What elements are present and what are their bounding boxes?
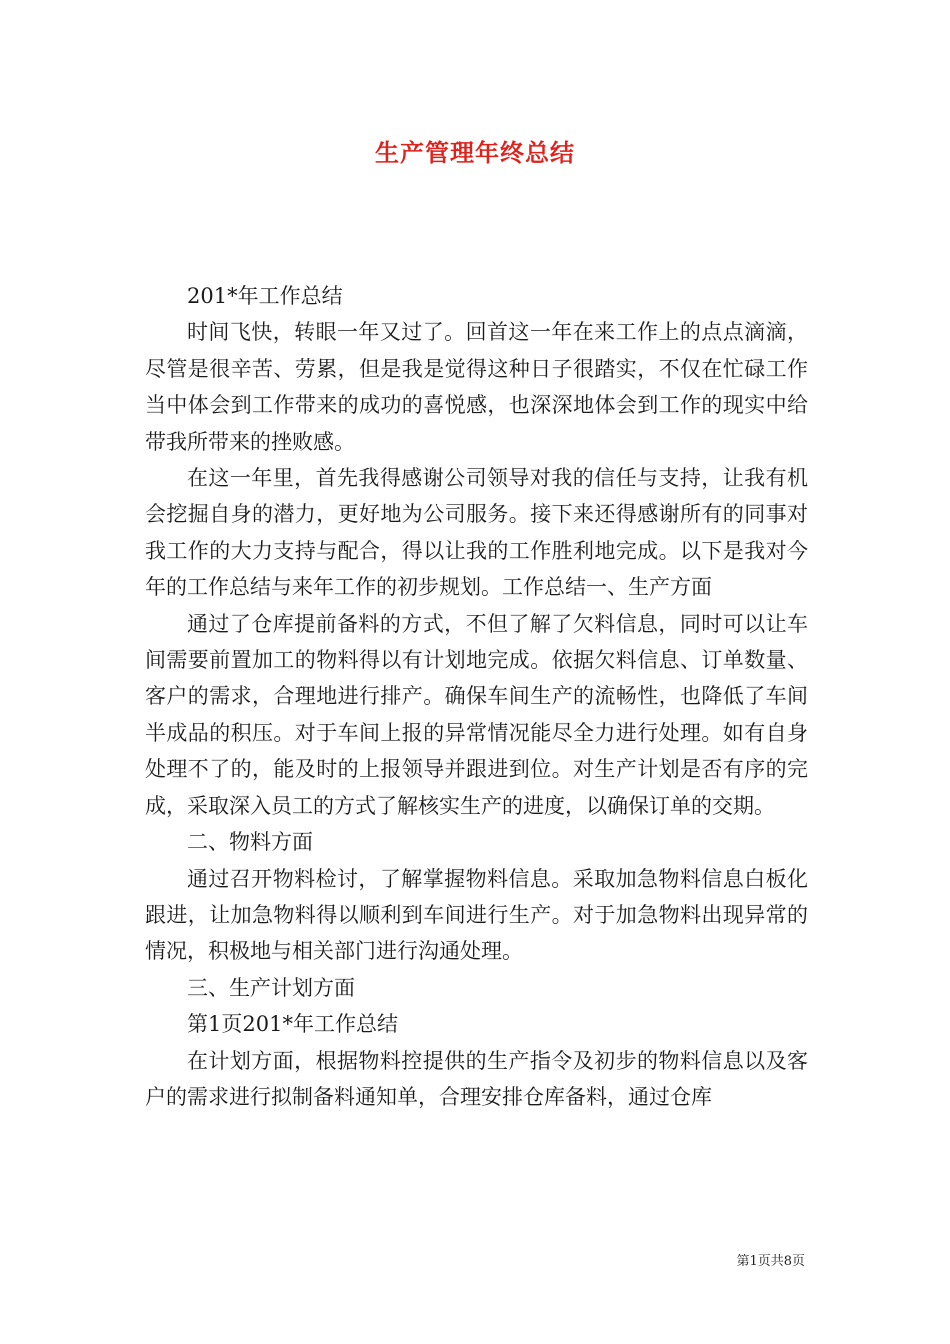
paragraph: 通过召开物料检讨，了解掌握物料信息。采取加急物料信息白板化跟进，让加急物料得以顺利到车间进行生产。对于加急物料出现异常的情况，积极地与相关部门进行沟通处理。 (145, 866, 808, 964)
paragraph-heading: 201*年工作总结 (187, 284, 343, 308)
page-number: 第1页共8页 (736, 1254, 805, 1269)
paragraph: 在计划方面，根据物料控提供的生产指令及初步的物料信息以及客户的需求进行拟制备料通知单，合理安排仓库备料，通过仓库 (145, 1048, 808, 1109)
page-title: 生产管理年终总结 (375, 138, 575, 167)
section-heading-materials: 二、物料方面 (187, 830, 313, 855)
document-body (145, 278, 808, 1115)
paragraph: 时间飞快，转眼一年又过了。回首这一年在来工作上的点点滴滴，尽管是很辛苦、劳累，但是我是觉得这种日子很踏实，不仅在忙碌工作当中体会到工作带来的成功的喜悦感，也深深地体会到工作的现实中给带我所带来的挫败感。 (145, 320, 808, 454)
paragraph: 通过了仓库提前备料的方式，不但了解了欠料信息，同时可以让车间需要前置加工的物料得以有计划地完成。依据欠料信息、订单数量、客户的需求，合理地进行排产。确保车间生产的流畅性，也降低了车间半成品的积压。对于车间上报的异常情况能尽全力进行处理。如有自身处理不了的，能及时的上报领导并跟进到位。对生产计划是否有序的完成，采取深入员工的方式了解核实生产的进度，以确保订单的交期。 (145, 611, 808, 818)
section-heading-production-plan: 三、生产计划方面 (187, 975, 355, 1000)
paragraph: 在这一年里，首先我得感谢公司领导对我的信任与支持，让我有机会挖掘自身的潜力，更好地为公司服务。接下来还得感谢所有的同事对我工作的大力支持与配合，得以让我的工作胜利地完成。以下是我对今年的工作总结与来年工作的初步规划。工作总结一、生产方面 (145, 466, 808, 600)
inline-page-marker: 第1页201*年工作总结 (187, 1012, 398, 1037)
